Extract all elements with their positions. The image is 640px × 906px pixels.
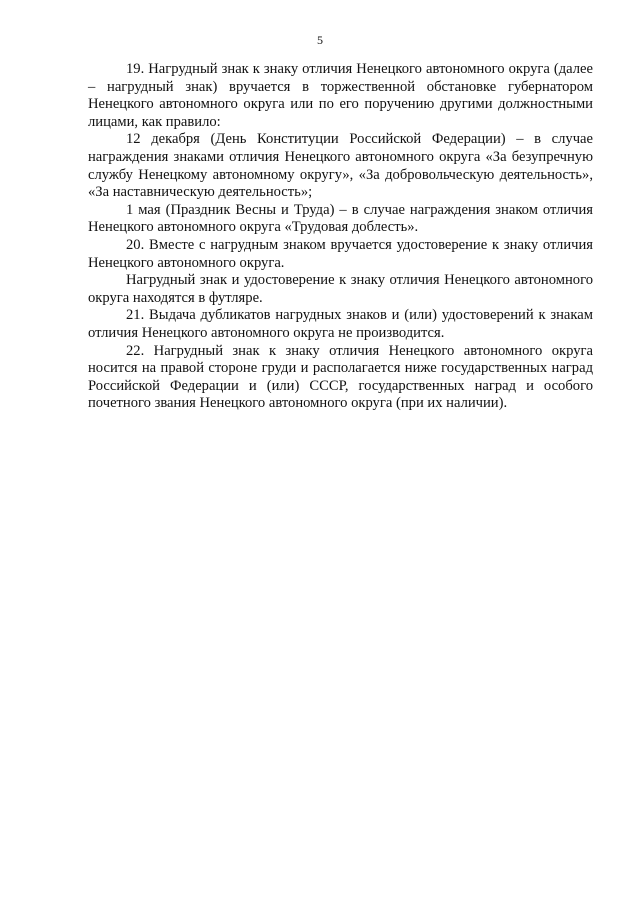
paragraph-december-12: 12 декабря (День Конституции Российской Федерации) – в случае награждения знаками отличия Ненецкого автономного округа «За безупречную службу Ненецкому автономному округу», «За добровольческую деятельность», «За наставническую деятельность»; bbox=[88, 131, 593, 201]
paragraph-case: Нагрудный знак и удостоверение к знаку отличия Ненецкого автономного округа находятся в футляре. bbox=[88, 272, 593, 306]
paragraph-22: 22. Нагрудный знак к знаку отличия Ненецкого автономного округа носится на правой стороне груди и располагается ниже государственных наград Российской Федерации и (или) СССР, государственных наград и особого почетного звания Ненецкого автономного округа (при их наличии). bbox=[88, 342, 593, 412]
paragraph-20: 20. Вместе с нагрудным знаком вручается удостоверение к знаку отличия Ненецкого автономного округа. bbox=[88, 236, 593, 271]
page-number: 5 bbox=[317, 33, 323, 47]
paragraph-19: 19. Нагрудный знак к знаку отличия Ненецкого автономного округа (далее – нагрудный знак) вручается в торжественной обстановке губернатором Ненецкого автономного округа или по его поручению другими должностными лицами, как правило: bbox=[88, 61, 593, 130]
document-body bbox=[88, 61, 593, 413]
paragraph-21: 21. Выдача дубликатов нагрудных знаков и (или) удостоверений к знакам отличия Ненецкого автономного округа не производится. bbox=[88, 307, 593, 341]
paragraph-may-1: 1 мая (Праздник Весны и Труда) – в случае награждения знаком отличия Ненецкого автономного округа «Трудовая доблесть». bbox=[88, 201, 593, 236]
